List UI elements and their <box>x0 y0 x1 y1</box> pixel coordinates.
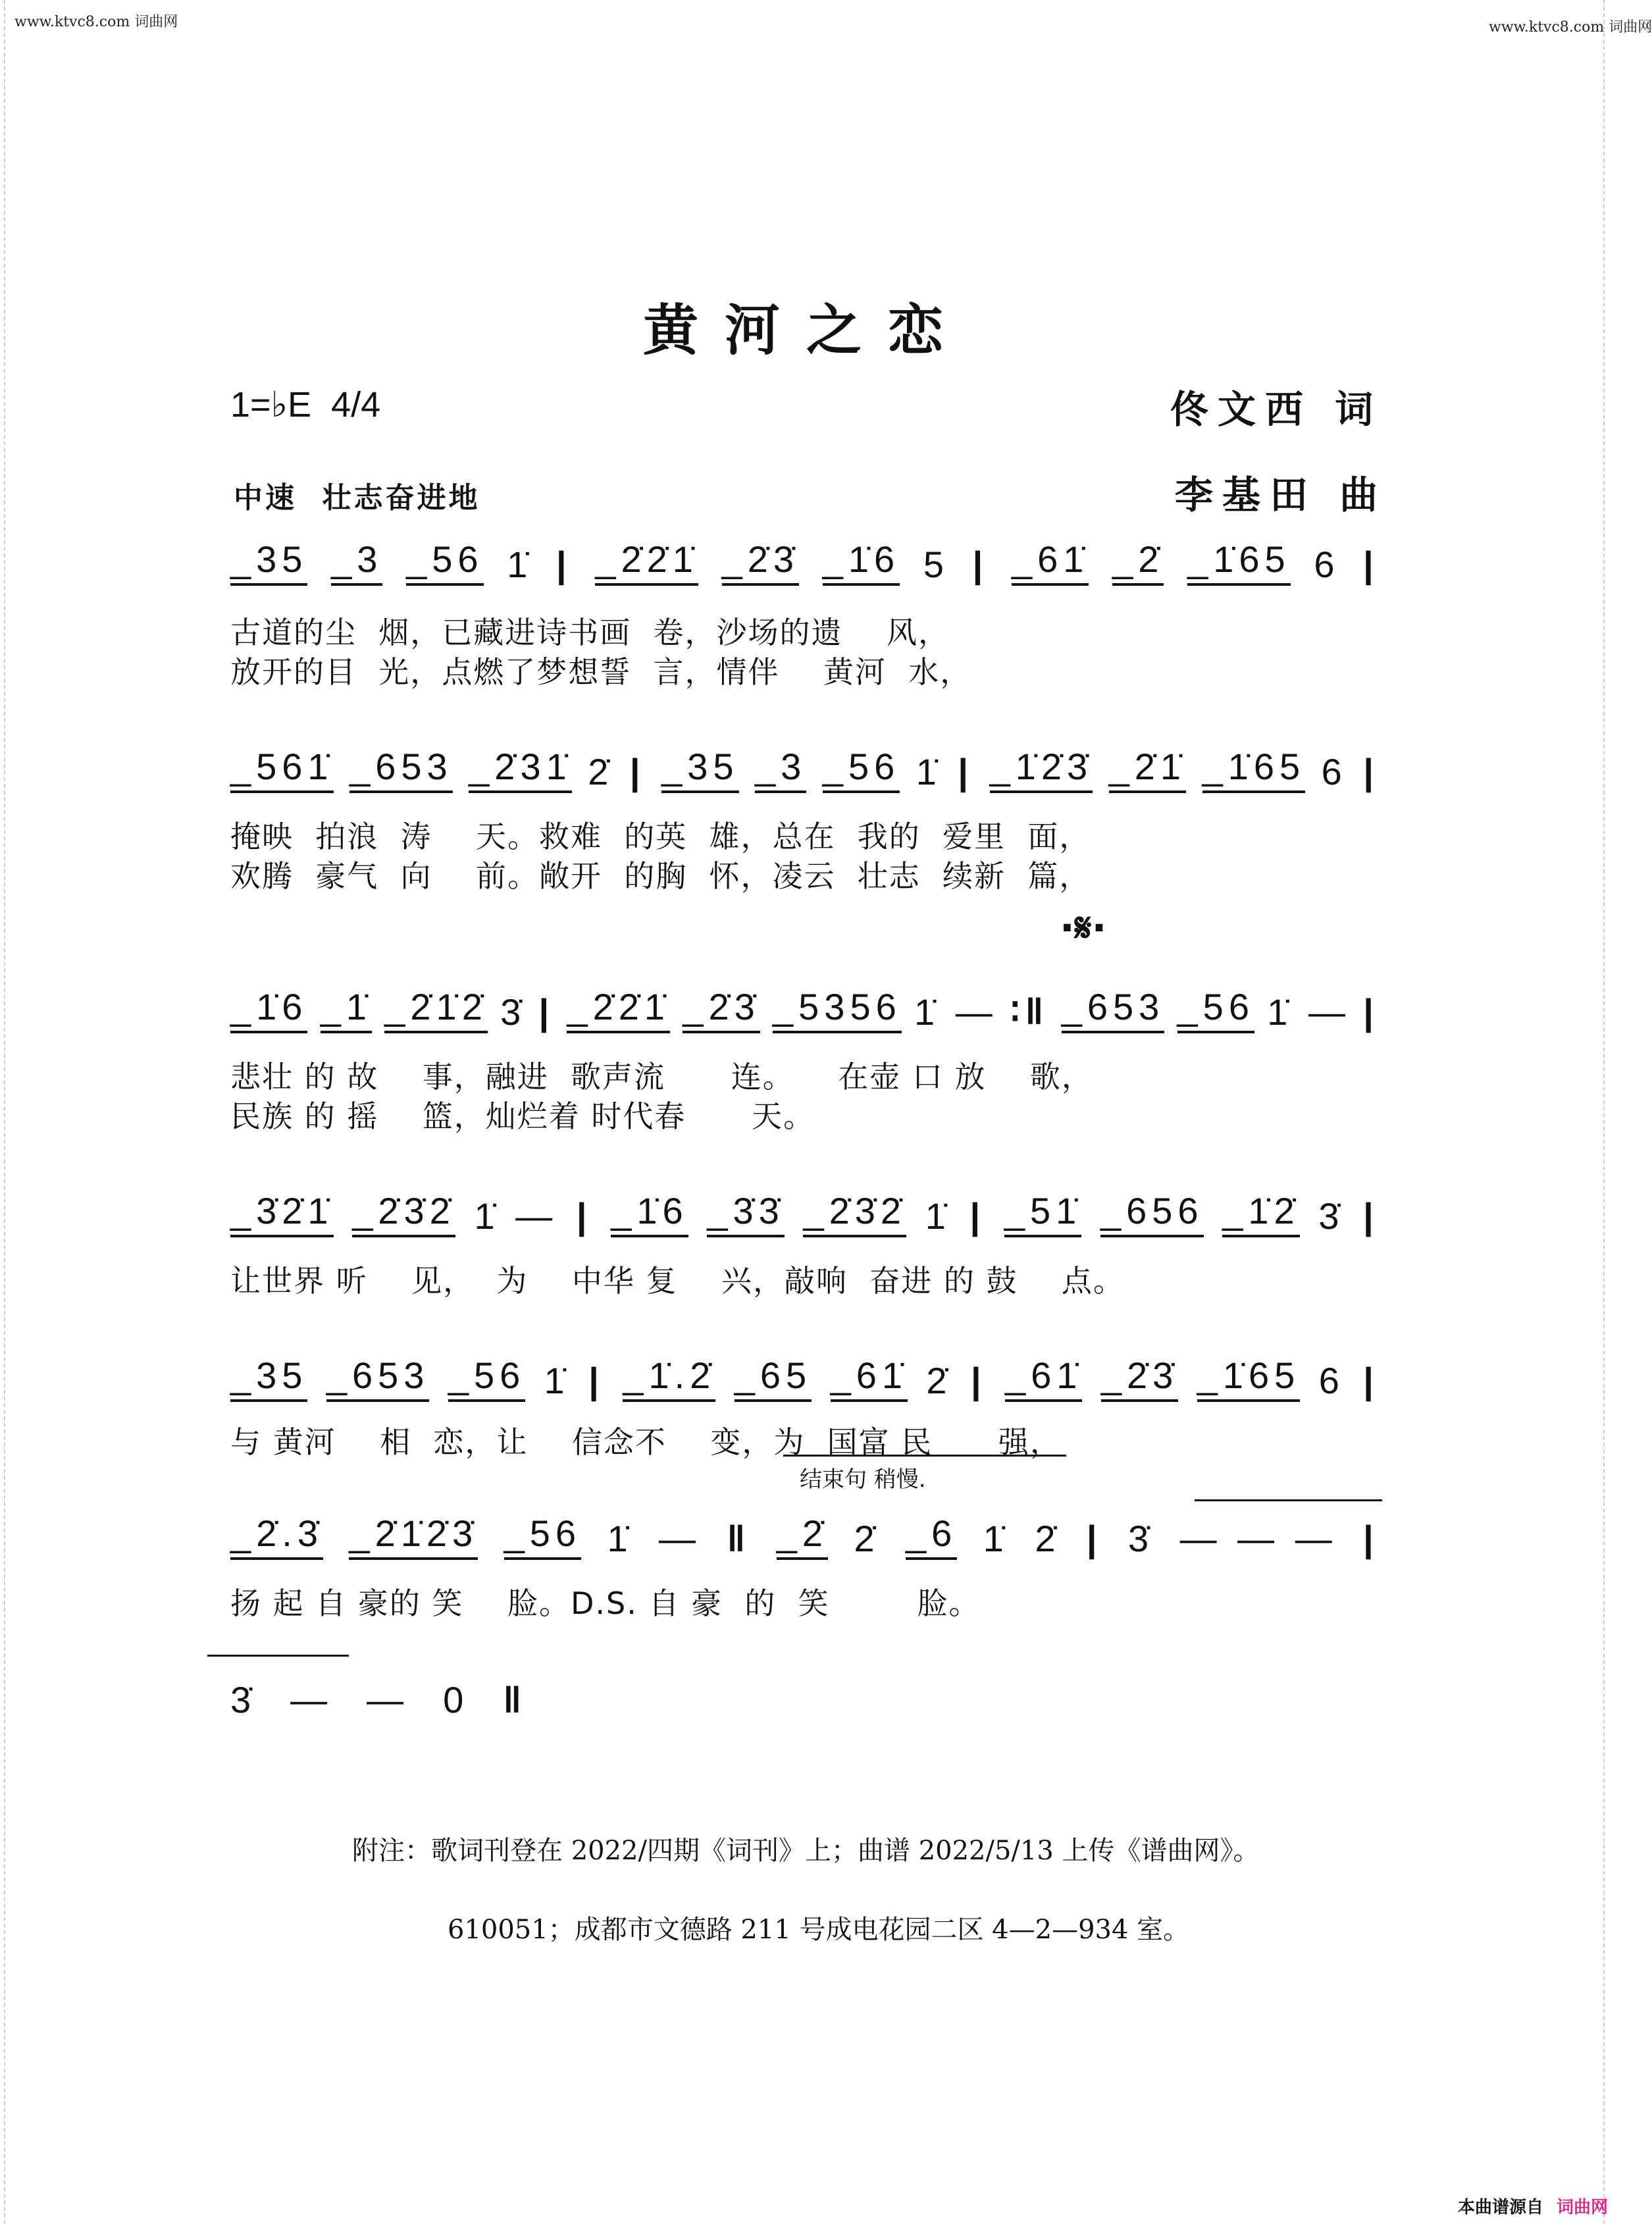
note-group: _1̇.2̇ <box>623 1354 715 1402</box>
note-group: _2̇31̇ <box>469 745 572 793</box>
note-group: _2̇1̇2̇ <box>384 985 488 1033</box>
note-group: _2̇ <box>777 1512 828 1560</box>
notation-row <box>230 981 1379 1033</box>
note-group: _56 <box>448 1354 525 1402</box>
lyrics-line: 民族 的 摇 篮，灿烂着 时代春 天。 <box>230 1099 815 1134</box>
lyrics-line: 与 黄河 相 恋，让 信念不 变，为 国富 民 强， <box>230 1424 1062 1460</box>
note-group: 1̇ — <box>1267 991 1351 1033</box>
lyricist-credit: 佟文西 词 <box>1170 387 1383 432</box>
lyrics-line: 放开的目 光，点燃了梦想誓 言，情伴 黄河 水， <box>230 654 972 690</box>
notation-row <box>230 533 1379 586</box>
lyrics-line: 欢腾 豪气 向 前。敞开 的胸 怀，凌云 壮志 续新 篇， <box>230 858 1091 894</box>
note-group: _1̇2̇ <box>1222 1189 1299 1237</box>
note-group: 1̇ <box>607 1518 633 1559</box>
barline: | <box>958 751 974 792</box>
note-group: _1̇6 <box>230 985 307 1033</box>
note-group: _61̇ <box>1005 1354 1082 1402</box>
note-group: 1̇ — <box>474 1195 558 1237</box>
note-group: 5 <box>923 544 949 585</box>
barline: | <box>1363 544 1379 585</box>
note-group: 1̇ <box>507 544 533 585</box>
barline: | <box>576 1195 592 1237</box>
note-group: _1̇65 <box>1202 745 1306 793</box>
note-group: _2̇1̇2̇3̇ <box>349 1512 478 1560</box>
note-group: _56 <box>823 745 900 793</box>
note-group: _653 <box>326 1354 430 1402</box>
note-group: _3 <box>755 745 806 793</box>
note-group: _65 <box>735 1354 812 1402</box>
footnote: 附注：歌词刊登在 2022/四期《词刊》上；曲谱 2022/5/13 上传《谱曲网》。 <box>352 1836 1260 1866</box>
ending-bracket <box>783 1455 1066 1457</box>
barline: | <box>969 1195 986 1237</box>
note-group: _2̇.3̇ <box>230 1512 323 1560</box>
note-group: 6 <box>1321 751 1347 792</box>
note-group: 2̇ <box>1035 1518 1061 1559</box>
barline: | <box>970 1360 987 1401</box>
barline: | <box>538 991 555 1033</box>
watermark-top-left: www.ktvc8.com 词曲网 <box>14 14 178 30</box>
source-label: 本曲谱源自 <box>1458 2198 1544 2217</box>
source-site-logo: 词曲网 <box>1557 2198 1609 2217</box>
lyrics-line: 古道的尘 烟，已藏进诗书画 卷，沙场的遗 风， <box>230 615 950 650</box>
note-group: 0 <box>443 1679 469 1720</box>
note-group: _2̇1̇ <box>1109 745 1186 793</box>
notation-row <box>230 1668 527 1721</box>
note-group: _56 <box>406 538 483 586</box>
note-group: — <box>659 1518 702 1559</box>
note-group: — <box>367 1679 409 1720</box>
ending-instruction: 结束句 稍慢. <box>800 1466 926 1493</box>
note-group: _5356 <box>773 985 902 1033</box>
barline: ∶‖ <box>1010 991 1049 1032</box>
note-group: 6 <box>1318 1360 1345 1401</box>
note-group: _656 <box>1100 1189 1204 1237</box>
note-group: 3̇ <box>500 991 527 1033</box>
note-group: _3 <box>331 538 382 586</box>
note-group: 1̇ <box>544 1360 570 1401</box>
barline: ‖ <box>727 1518 751 1559</box>
note-group: _2̇ <box>1112 538 1164 586</box>
note-group: 6 <box>1314 544 1340 585</box>
lyrics-line: 掩映 拍浪 涛 天。救难 的英 雄，总在 我的 爱里 面， <box>230 819 1091 854</box>
barline: ‖ <box>503 1679 527 1720</box>
note-group: — — — <box>1179 1518 1337 1559</box>
note-group: 2̇ <box>854 1518 880 1559</box>
notation-row <box>230 1185 1379 1237</box>
note-group: _2̇3̇2̇ <box>803 1189 906 1237</box>
note-group: 3̇ <box>230 1679 257 1720</box>
note-group: _61̇ <box>831 1354 908 1402</box>
note-group: _56 <box>504 1512 581 1560</box>
watermark-top-right: www.ktvc8.com 词曲网 <box>1489 19 1652 36</box>
barline: | <box>1363 1195 1379 1237</box>
note-group: 1̇ — <box>914 991 998 1033</box>
barline: | <box>972 544 989 585</box>
note-group: _56 <box>1177 985 1254 1033</box>
note-group: _35 <box>230 538 307 586</box>
note-group: _653 <box>349 745 453 793</box>
barline: | <box>1363 751 1379 792</box>
note-group: _2̇3̇ <box>1101 1354 1178 1402</box>
note-group: _2̇2̇1̇ <box>567 985 670 1033</box>
lyrics-line: 悲壮 的 故 事，融进 歌声流 连。 在壶 口 放 歌， <box>230 1059 1093 1095</box>
note-group: 3̇ <box>1128 1518 1154 1559</box>
note-group: _1̇6 <box>611 1189 688 1237</box>
barline: | <box>1363 1360 1379 1401</box>
note-group: — <box>290 1679 333 1720</box>
song-title: 黄河之恋 <box>642 298 969 363</box>
note-group: _3̇2̇1̇ <box>230 1189 334 1237</box>
lyrics-line: 扬 起 自 豪的 笑 脸。D.S. 自 豪 的 笑 脸。 <box>230 1586 981 1621</box>
note-group: _35 <box>230 1354 307 1402</box>
composer-credit: 李基田 曲 <box>1175 473 1387 517</box>
note-group: _1̇2̇3̇ <box>990 745 1093 793</box>
barline: | <box>588 1360 604 1401</box>
note-group: _2̇3̇ <box>683 985 760 1033</box>
volta-bracket <box>1195 1499 1382 1501</box>
note-group: _653 <box>1062 985 1165 1033</box>
notation-row <box>230 740 1379 793</box>
note-group: _6 <box>906 1512 957 1560</box>
barline: | <box>1363 991 1379 1033</box>
barline: | <box>1363 1518 1379 1559</box>
note-group: _51̇ <box>1004 1189 1081 1237</box>
note-group: _1̇6 <box>823 538 900 586</box>
barline: | <box>629 751 646 792</box>
note-group: _2̇3̇ <box>722 538 799 586</box>
lyrics-line: 让世界 听 见， 为 中华 复 兴，敲响 奋进 的 鼓 点。 <box>230 1263 1125 1299</box>
notation-row <box>230 1507 1379 1560</box>
note-group: 1̇ <box>916 751 942 792</box>
note-group: 2̇ <box>926 1360 952 1401</box>
address: 610051；成都市文德路 211 号成电花园二区 4—2—934 室。 <box>448 1915 1190 1945</box>
note-group: _61̇ <box>1012 538 1089 586</box>
note-group: 1̇ <box>983 1518 1009 1559</box>
note-group: _2̇3̇2̇ <box>352 1189 455 1237</box>
note-group: _561̇ <box>230 745 334 793</box>
barline: | <box>556 544 572 585</box>
note-group: _2̇2̇1̇ <box>595 538 698 586</box>
note-group: _1̇65 <box>1187 538 1291 586</box>
tempo-marking: 中速 壮志奋进地 <box>234 481 480 515</box>
note-group: 2̇ <box>588 751 614 792</box>
note-group: 1̇ <box>925 1195 951 1237</box>
note-group: 3̇ <box>1318 1195 1345 1237</box>
note-group: _1̇65 <box>1197 1354 1301 1402</box>
note-group: _1̇ <box>321 985 372 1033</box>
note-group: _3̇3̇ <box>707 1189 784 1237</box>
key-time-signature: 1=♭E 4/4 <box>230 385 381 425</box>
note-group: _35 <box>661 745 738 793</box>
volta-bracket-end <box>207 1655 349 1657</box>
notation-row <box>230 1349 1379 1402</box>
barline: | <box>1086 1518 1102 1559</box>
segno-sign: ·𝄋· <box>1060 905 1107 951</box>
